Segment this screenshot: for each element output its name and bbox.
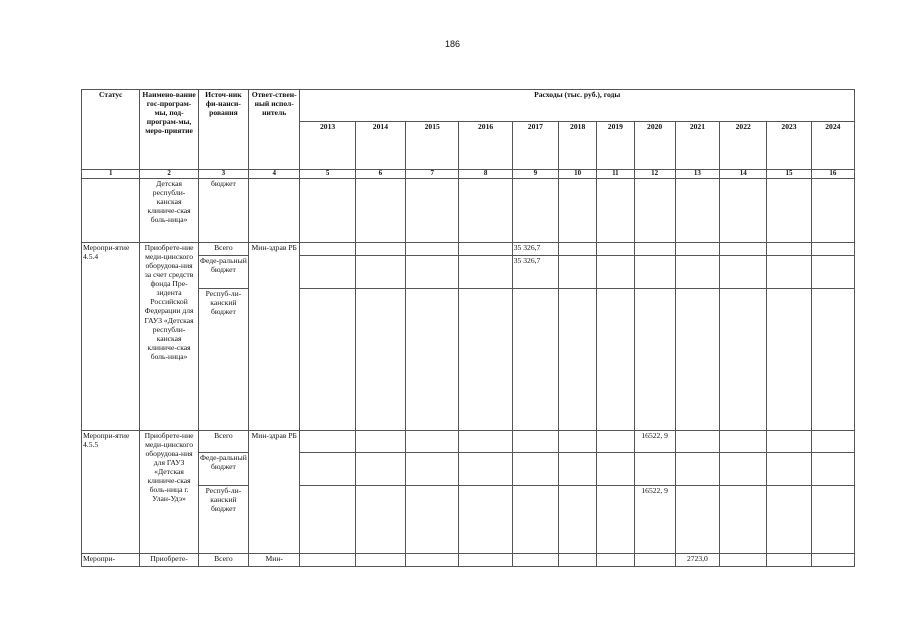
header-year: 2020 — [634, 122, 675, 170]
column-index: 8 — [459, 170, 512, 179]
column-index: 16 — [811, 170, 854, 179]
value-2020: 16522, 9 — [634, 430, 675, 452]
column-index: 2 — [140, 170, 198, 179]
header-year: 2017 — [512, 122, 558, 170]
table-row — [82, 242, 855, 255]
row-source: Феде-ральный бюджет — [198, 255, 248, 288]
table-row — [82, 485, 855, 553]
column-index: 3 — [198, 170, 248, 179]
value-2020: 16522, 9 — [634, 485, 675, 553]
header-status: Статус — [82, 90, 140, 170]
header-year: 2021 — [675, 122, 719, 170]
table-row — [82, 553, 855, 566]
row-executor: Мин-здрав РБ — [249, 242, 300, 430]
header-year: 2014 — [355, 122, 405, 170]
expenses-table — [81, 89, 855, 567]
header-year: 2024 — [811, 122, 854, 170]
header-year: 2015 — [406, 122, 459, 170]
row-executor: Мин-здрав РБ — [249, 430, 300, 553]
table-row — [82, 255, 855, 288]
column-index: 15 — [767, 170, 811, 179]
header-executor: Ответ-ствен-ный испол-нитель — [249, 90, 300, 170]
page-number: 186 — [444, 39, 461, 49]
row-status: Меропри-ятие 4.5.4 — [82, 242, 140, 430]
column-index: 7 — [406, 170, 459, 179]
column-index: 11 — [597, 170, 634, 179]
table-row — [82, 430, 855, 452]
header-year: 2019 — [597, 122, 634, 170]
column-index: 12 — [634, 170, 675, 179]
value-2021: 2723,0 — [675, 553, 719, 566]
row-executor: Мин- — [249, 553, 300, 566]
value-2017 — [512, 288, 558, 430]
row-name: Детская республи-канская клиниче-ская боль-ница» — [140, 178, 198, 242]
table-row — [82, 452, 855, 485]
column-index: 4 — [249, 170, 300, 179]
column-index-row — [82, 170, 855, 179]
value-2017: 35 326,7 — [512, 242, 558, 255]
column-index: 9 — [512, 170, 558, 179]
row-name: Приобрете- — [140, 553, 198, 566]
row-source: Феде-ральный бюджет — [198, 452, 248, 485]
header-year: 2022 — [720, 122, 767, 170]
header-source: Источ-ник фи-нанси-рования — [198, 90, 248, 170]
row-source: Всего — [198, 430, 248, 452]
row-source: Всего — [198, 242, 248, 255]
row-status: Меропри- — [82, 553, 140, 566]
column-index: 14 — [720, 170, 767, 179]
column-index: 6 — [355, 170, 405, 179]
column-index: 10 — [559, 170, 597, 179]
header-year: 2023 — [767, 122, 811, 170]
value-2020 — [634, 452, 675, 485]
row-name: Приобрете-ние меди-цинского оборудова-ния для ГАУЗ «Детская клиниче-ская боль-ница г. Улан-Удэ» — [140, 430, 198, 553]
column-index: 13 — [675, 170, 719, 179]
header-name: Наимено-вание гос-програм-мы, под-програм-мы, меро-приятие — [140, 90, 198, 170]
header-expenses: Расходы (тыс. руб.), годы — [300, 90, 855, 122]
column-index: 5 — [300, 170, 355, 179]
table-row — [82, 288, 855, 430]
row-source: бюджет — [198, 178, 248, 242]
table-row — [82, 178, 855, 242]
row-status: Меропри-ятие 4.5.5 — [82, 430, 140, 553]
row-source: Респуб-ли-канский бюджет — [198, 288, 248, 430]
value-2017: 35 326,7 — [512, 255, 558, 288]
column-index: 1 — [82, 170, 140, 179]
row-source: Респуб-ли-канский бюджет — [198, 485, 248, 553]
header-year: 2018 — [559, 122, 597, 170]
row-source: Всего — [198, 553, 248, 566]
header-year: 2013 — [300, 122, 355, 170]
header-year: 2016 — [459, 122, 512, 170]
row-name: Приобрете-ние меди-цинского оборудова-ния за счет средств фонда Пре-зидента Российской Федерации для ГАУЗ «Детская республи-канская клиниче-ская боль-ница» — [140, 242, 198, 430]
